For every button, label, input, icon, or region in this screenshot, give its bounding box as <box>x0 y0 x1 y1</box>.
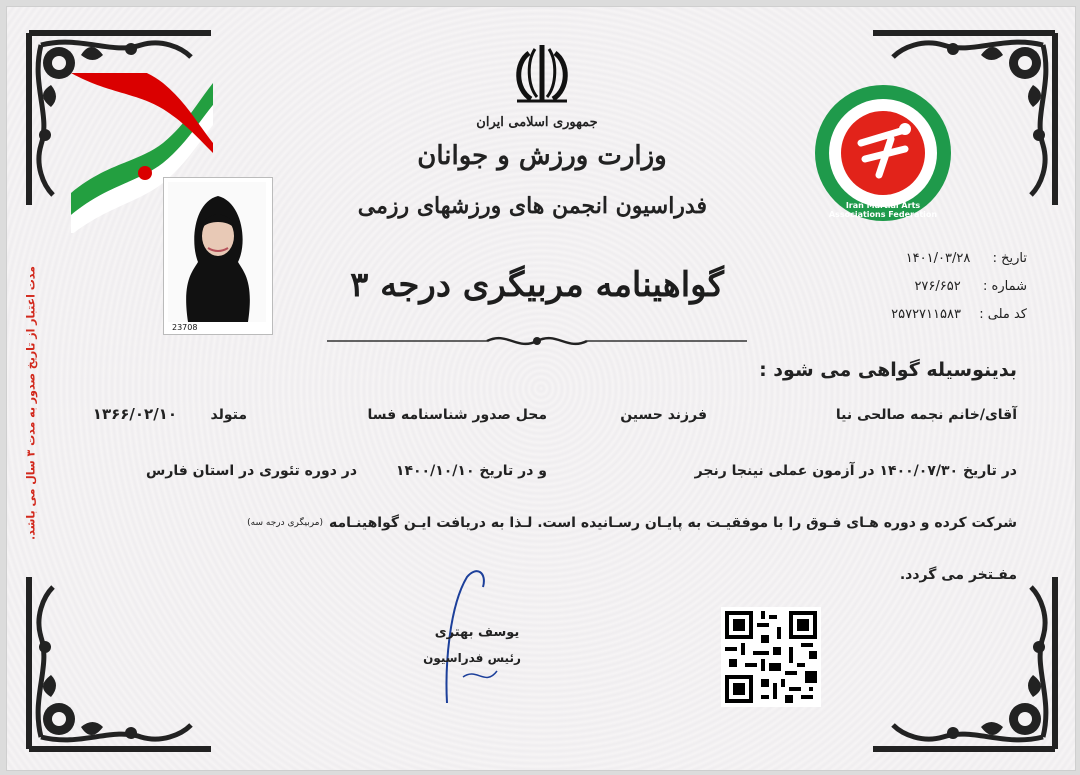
id-issue-place: محل صدور شناسنامه فسا <box>367 407 547 423</box>
theory-date: و در تاریخ ۱۴۰۰/۱۰/۱۰ <box>395 463 547 479</box>
intro-line: بدینوسیله گواهی می شود : <box>759 359 1017 381</box>
completion-line: شرکت کرده و دوره هـای فـوق را با موفقیـت به پایـان رسـانیده است. لـذا به دریافت ایـن گواهینـامه <box>328 515 1017 531</box>
number-label: شماره : <box>983 279 1027 294</box>
theory-course-line: در دوره تئوری در استان فارس <box>146 463 357 479</box>
father-name: فرزند حسین <box>620 407 707 423</box>
national-id-value: ۲۵۷۲۷۱۱۵۸۳ <box>891 307 961 322</box>
practical-exam-line: در تاریخ ۱۴۰۰/۰۷/۳۰ در آزمون عملی نینجا رنجر <box>694 463 1017 479</box>
bottom-right-ornament <box>863 567 1063 757</box>
iran-emblem-icon <box>507 41 577 105</box>
qr-code-icon <box>721 607 821 707</box>
meta-national-id <box>859 307 1027 322</box>
federation-title: فدراسیون انجمن های ورزشهای رزمی <box>357 193 707 219</box>
validity-note-text: مدت اعتبار از تاریخ صدور به مدت ۳ سال می باشد. <box>24 266 38 540</box>
honored-line: مفـتخر می گردد. <box>899 567 1017 583</box>
federation-logo <box>813 83 953 223</box>
signer-role: رئیس فدراسیون <box>423 651 521 665</box>
ministry-title: وزارت ورزش و جوانان <box>417 141 667 171</box>
number-value: ۲۷۶/۶۵۲ <box>914 279 961 294</box>
recipient-name: آقای/خانم نجمه صالحی نیا <box>835 407 1017 423</box>
national-id-label: کد ملی : <box>979 307 1027 322</box>
republic-title: جمهوری اسلامی ایران <box>476 115 598 130</box>
person-silhouette-icon <box>168 182 266 322</box>
bottom-left-ornament <box>21 567 221 757</box>
validity-note <box>11 266 51 540</box>
title-divider-ornament <box>327 329 747 353</box>
date-value: ۱۴۰۱/۰۳/۲۸ <box>905 251 971 266</box>
federation-logo-text: Iran Martial Arts Associations Federation <box>828 201 938 219</box>
birth-date: ۱۳۶۶/۰۲/۱۰ <box>92 405 177 423</box>
born-label: متولد <box>210 407 247 423</box>
photo-caption: 23708 <box>172 323 198 332</box>
grade-note: (مربیگری درجه سه) <box>247 518 323 528</box>
certificate-page <box>6 6 1076 771</box>
date-label: تاریخ : <box>992 251 1027 266</box>
signer-name: یوسف بهتری <box>434 625 520 640</box>
meta-number <box>867 279 1027 294</box>
profile-photo <box>163 177 273 335</box>
photo-background <box>168 182 266 322</box>
certificate-title: گواهینامه مربیگری درجه ۳ <box>350 265 724 305</box>
meta-date <box>867 251 1027 266</box>
